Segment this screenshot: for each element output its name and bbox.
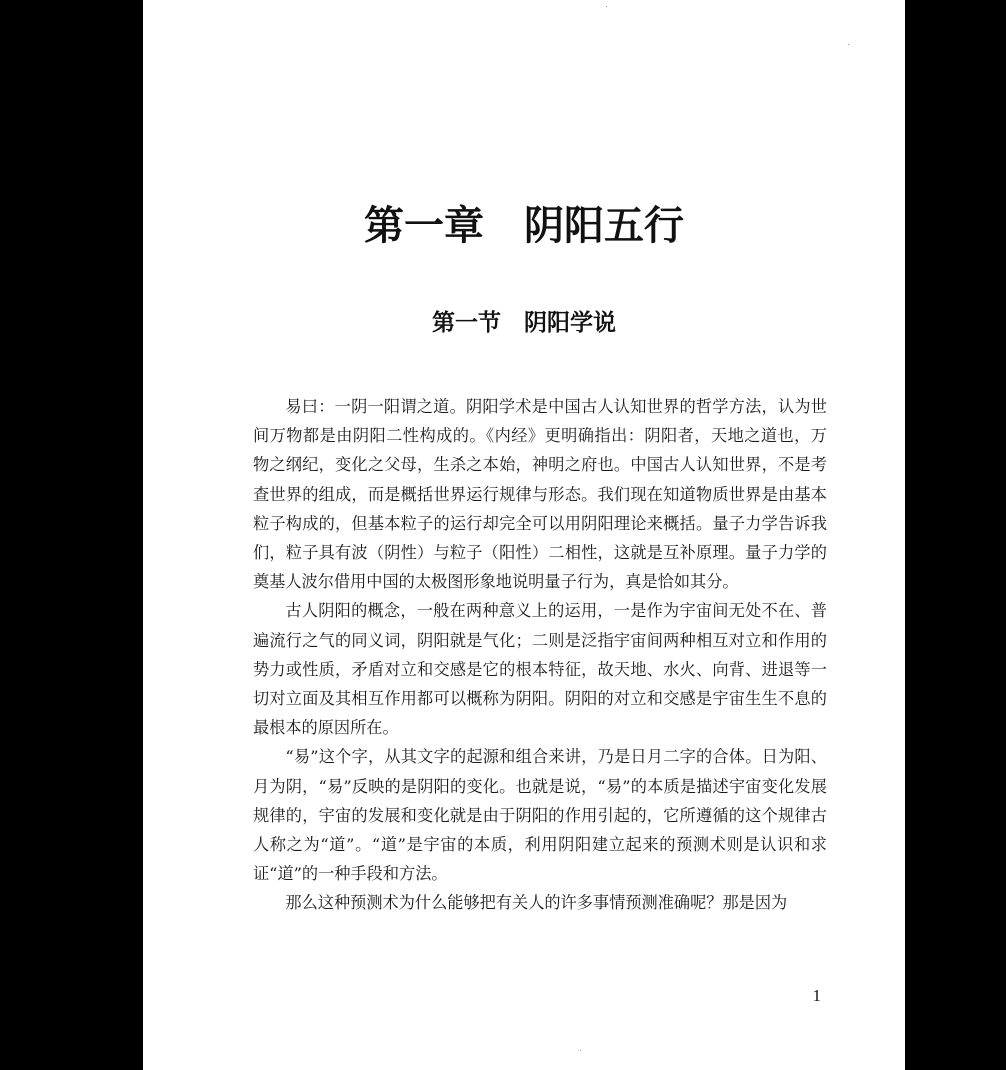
section-title: 第一节 阴阳学说 (432, 310, 616, 336)
paragraph: 古人阴阳的概念，一般在两种意义上的运用，一是作为宇宙间无处不在、普遍流行之气的同义词，阴阳就是气化；二则是泛指宇宙间两种相互对立和作用的势力或性质，矛盾对立和交感是它的根本特征，故天地、水火、向背、进退等一切对立面及其相互作用都可以概称为阴阳。阴阳的对立和交感是宇宙生生不息的最根本的原因所在。 (253, 601, 827, 738)
document-page (143, 0, 905, 1070)
scan-speck (848, 44, 849, 45)
scan-speck (606, 6, 607, 7)
paragraph: 那么这种预测术为什么能够把有关人的许多事情预测准确呢？那是因为 (285, 893, 788, 913)
page-number: 1 (812, 986, 821, 1005)
scan-speck (580, 1050, 581, 1051)
paragraph: “易”这个字，从其文字的起源和组合来讲，乃是日月二字的合体。日为阳、月为阴，“易”反映的是阴阳的变化。也就是说，“易”的本质是描述宇宙变化发展规律的，宇宙的发展和变化就是由于阴阳的作用引起的，它所遵循的这个规律古人称之为“道”。“道”是宇宙的本质，利用阴阳建立起来的预测术则是认识和求证“道”的一种手段和方法。 (253, 747, 827, 884)
chapter-title: 第一章 阴阳五行 (364, 202, 684, 249)
body-text (253, 392, 827, 918)
paragraph: 易曰：一阴一阳谓之道。阴阳学术是中国古人认知世界的哲学方法，认为世间万物都是由阴阳二性构成的。《内经》更明确指出：阴阳者，天地之道也，万物之纲纪，变化之父母，生杀之本始，神明之府也。中国古人认知世界，不是考查世界的组成，而是概括世界运行规律与形态。我们现在知道物质世界是由基本粒子构成的，但基本粒子的运行却完全可以用阴阳理论来概括。量子力学告诉我们，粒子具有波（阴性）与粒子（阳性）二相性，这就是互补原理。量子力学的奠基人波尔借用中国的太极图形象地说明量子行为，真是恰如其分。 (253, 397, 827, 592)
